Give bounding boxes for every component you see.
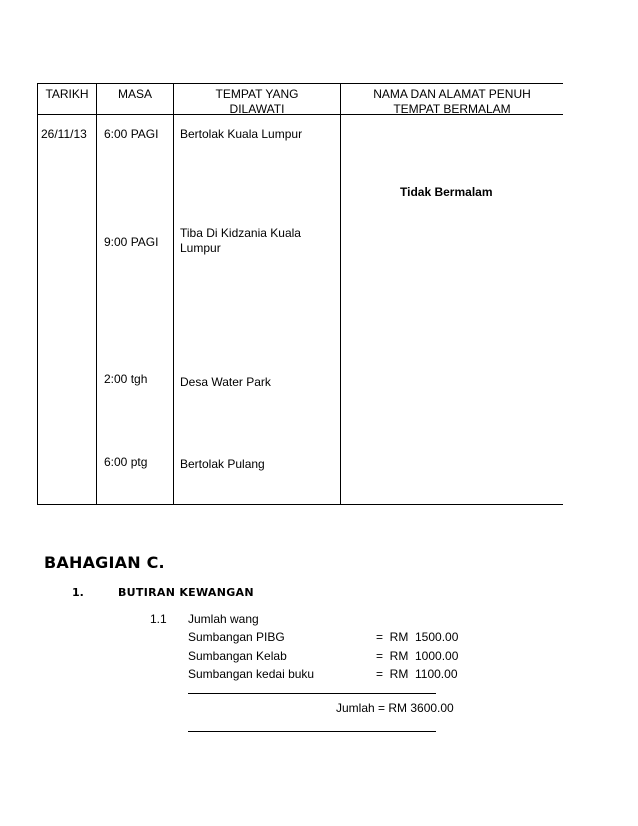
date-cell: 26/11/13 [41, 127, 87, 141]
place-row-1: Bertolak Kuala Lumpur [180, 127, 303, 141]
divider-line-top [188, 693, 436, 694]
sub-title: Jumlah wang [188, 612, 259, 626]
table-left-border [37, 83, 38, 505]
header-nama-alamat [341, 87, 563, 117]
header-masa: MASA [117, 87, 152, 101]
finance-label-1: Sumbangan PIBG [188, 630, 285, 644]
place-row-3: Desa Water Park [180, 375, 271, 389]
time-row-1: 6:00 PAGI [104, 127, 159, 141]
finance-value-2: = RM 1000.00 [376, 649, 459, 663]
divider-line-bottom [188, 731, 436, 732]
header-tempat [174, 87, 340, 117]
finance-total: Jumlah = RM 3600.00 [336, 701, 454, 715]
time-row-3: 2:00 tgh [104, 372, 148, 386]
place-row-4: Bertolak Pulang [180, 457, 265, 471]
time-row-4: 6:00 ptg [104, 455, 148, 469]
header-tempat-line-1: TEMPAT YANG [215, 87, 299, 101]
header-tempat-line-2: DILAWATI [229, 102, 285, 116]
finance-value-1: = RM 1500.00 [376, 630, 459, 644]
table-col-divider-3 [340, 83, 341, 505]
table-col-divider-2 [173, 83, 174, 505]
table-col-divider-1 [96, 83, 97, 505]
header-nama-line-1: NAMA DAN ALAMAT PENUH [373, 87, 531, 101]
header-tarikh: TARIKH [45, 87, 89, 101]
section-title: BAHAGIAN C. [44, 553, 165, 572]
time-row-2: 9:00 PAGI [104, 235, 159, 249]
place-row-2 [180, 226, 301, 256]
accommodation-cell: Tidak Bermalam [400, 185, 493, 199]
finance-label-2: Sumbangan Kelab [188, 649, 287, 663]
sub-number: 1.1 [150, 612, 167, 626]
finance-value-3: = RM 1100.00 [376, 667, 458, 681]
item-number: 1. [72, 586, 84, 599]
place-row-2-line-1: Tiba Di Kidzania Kuala [180, 226, 301, 240]
table-top-border [37, 83, 563, 84]
place-row-2-line-2: Lumpur [180, 241, 221, 255]
finance-label-3: Sumbangan kedai buku [188, 667, 315, 681]
item-title: BUTIRAN KEWANGAN [118, 586, 254, 599]
table-bottom-border [37, 504, 563, 505]
header-nama-line-2: TEMPAT BERMALAM [393, 102, 511, 116]
